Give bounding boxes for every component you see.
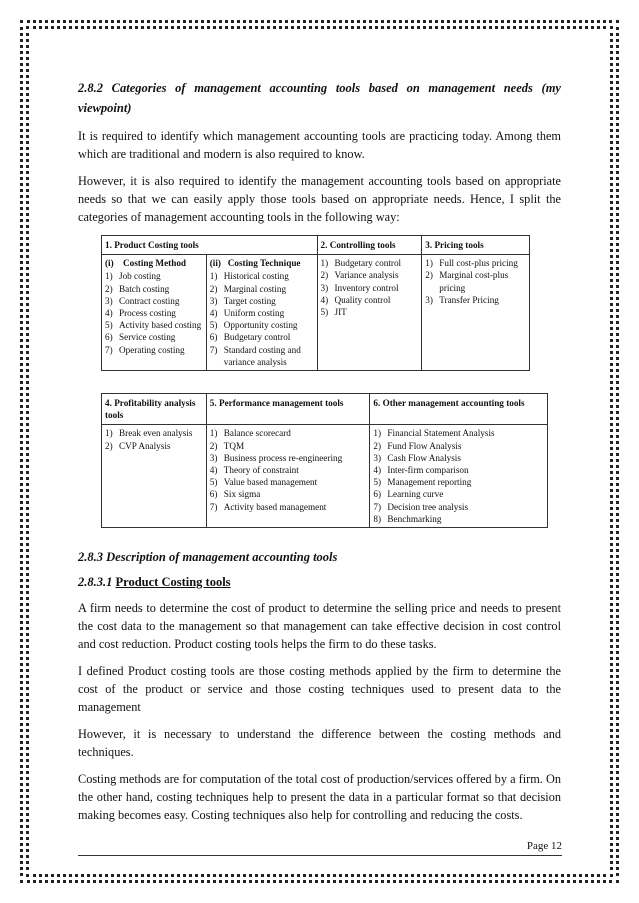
controlling-list xyxy=(321,257,419,318)
section-heading-word: on xyxy=(406,81,420,95)
list-item: 5) Value based management xyxy=(209,477,318,488)
footer-rule xyxy=(78,855,562,856)
other-tools-cell xyxy=(370,425,548,528)
performance-list xyxy=(210,427,367,512)
list-item: 2) Marginal costing xyxy=(209,283,287,294)
section-283-heading: 2.8.3 Description of management accounting tools xyxy=(78,550,338,565)
list-item: 1) Budgetary control xyxy=(320,258,402,269)
categories-table-2 xyxy=(101,393,548,528)
product-costing-paragraph-2: I defined Product costing tools are those costing methods applied by the firm to determine the cost of the product or service and those costing techniques used to present data to the management xyxy=(78,664,561,715)
section-2831-heading xyxy=(78,575,561,590)
controlling-cell xyxy=(317,255,422,371)
list-item: 3) Transfer Pricing xyxy=(425,294,499,305)
costing-method-list xyxy=(105,270,203,355)
list-item: 1) Job costing xyxy=(105,271,161,282)
section-heading-word: of xyxy=(175,81,186,95)
list-item: 1) Break even analysis xyxy=(105,428,193,439)
section-heading-word: accounting xyxy=(269,81,328,95)
section-2831-title: Product Costing tools xyxy=(115,575,231,590)
costing-technique-list xyxy=(210,270,314,368)
section-heading-number: 2.8.2 xyxy=(78,81,103,95)
list-item: 2) Marginal cost-plus pricing xyxy=(425,270,509,293)
header-product-costing: 1. Product Costing tools xyxy=(102,236,318,255)
list-item: 1) Full cost-plus pricing xyxy=(425,258,518,269)
list-item: 7) Operating costing xyxy=(105,344,185,355)
list-item: 3) Inventory control xyxy=(320,282,399,293)
list-item: 5) JIT xyxy=(320,307,347,318)
list-item: 6) Budgetary control xyxy=(209,332,291,343)
header-pricing: 3. Pricing tools xyxy=(422,236,530,255)
profitability-list xyxy=(105,427,203,451)
product-costing-paragraph-4: Costing methods are for computation of the total cost of production/services offered by a firm. On the other hand, costing techniques help to present the data in a particular format so that decision making becomes easy. Costing techniques also help for controlling and reducing the costs. xyxy=(78,772,561,823)
product-costing-paragraph-1: A firm needs to determine the cost of product to determine the selling price and needs to present the cost data to the management so that management can take effective decision in cost control and cost reduction. Product costing tools helps the firm to do these tasks. xyxy=(78,601,561,652)
list-item: 2) Variance analysis xyxy=(320,270,399,281)
costing-method-cell xyxy=(102,255,207,371)
list-item: 5) Activity based costing xyxy=(105,320,202,331)
costing-technique-num: (ii) xyxy=(209,258,221,269)
header-controlling: 2. Controlling tools xyxy=(317,236,422,255)
section-2831-number: 2.8.3.1 xyxy=(78,575,113,590)
list-item: 7) Decision tree analysis xyxy=(373,501,469,512)
list-item: 5) Management reporting xyxy=(373,477,472,488)
header-profitability: 4. Profitability analysis tools xyxy=(102,394,207,425)
list-item: 1) Financial Statement Analysis xyxy=(373,428,495,439)
list-item: 3) Cash Flow Analysis xyxy=(373,452,461,463)
product-costing-paragraph-3: However, it is necessary to understand the difference between the costing methods and techniques. xyxy=(78,727,561,760)
list-item: 6) Service costing xyxy=(105,332,176,343)
list-item: 6) Six sigma xyxy=(209,489,261,500)
section-heading-word: Categories xyxy=(111,81,167,95)
list-item: 3) Business process re-engineering xyxy=(209,452,343,463)
list-item: 3) Contract costing xyxy=(105,295,180,306)
list-item: 8) Benchmarking xyxy=(373,513,442,524)
list-item: 6) Learning curve xyxy=(373,489,444,500)
list-item: 1) Balance scorecard xyxy=(209,428,291,439)
section-heading-word: based xyxy=(368,81,398,95)
section-heading xyxy=(78,78,561,118)
list-item: 4) Process costing xyxy=(105,308,176,319)
section-heading-word: needs xyxy=(503,81,533,95)
categories-table-1 xyxy=(101,235,530,371)
costing-technique-title: Costing Technique xyxy=(227,258,301,269)
list-item: 7) Activity based management xyxy=(209,501,327,512)
list-item: 2) Fund Flow Analysis xyxy=(373,440,462,451)
pricing-cell xyxy=(422,255,530,371)
costing-method-num: (i) xyxy=(105,258,114,269)
list-item: 5) Opportunity costing xyxy=(209,320,298,331)
list-item: 7) Standard costing and variance analysis xyxy=(209,344,301,367)
page-number: Page 12 xyxy=(526,840,562,852)
list-item: 1) Historical costing xyxy=(209,271,289,282)
pricing-list xyxy=(425,257,526,306)
list-item: 4) Theory of constraint xyxy=(209,465,299,476)
performance-cell xyxy=(206,425,370,528)
intro-paragraph-2: However, it is also required to identify the management accounting tools based on appropriate needs so that we can easily apply those tools based on appropriate needs. Hence, I split the categories of management accounting tools in the following way: xyxy=(78,174,561,224)
header-other-tools: 6. Other management accounting tools xyxy=(370,394,548,425)
list-item: 2) TQM xyxy=(209,440,245,451)
section-heading-word: tools xyxy=(335,81,361,95)
header-performance: 5. Performance management tools xyxy=(206,394,370,425)
other-tools-list xyxy=(373,427,544,525)
section-heading-line2: viewpoint) xyxy=(78,101,132,115)
section-heading-line1 xyxy=(78,78,561,98)
costing-method-title: Costing Method xyxy=(123,258,187,269)
list-item: 3) Target costing xyxy=(209,295,276,306)
list-item: 2) CVP Analysis xyxy=(105,440,171,451)
section-heading-word: (my xyxy=(541,81,561,95)
page-content xyxy=(78,78,561,833)
section-heading-word: management xyxy=(194,81,261,95)
list-item: 2) Batch costing xyxy=(105,283,170,294)
list-item: 4) Quality control xyxy=(320,294,391,305)
intro-paragraph-1: It is required to identify which management accounting tools are practicing today. Among them which are traditional and modern is also required to know. xyxy=(78,129,561,161)
section-heading-word: management xyxy=(428,81,496,95)
list-item: 4) Uniform costing xyxy=(209,308,285,319)
costing-technique-cell xyxy=(206,255,317,371)
profitability-cell xyxy=(102,425,207,528)
list-item: 4) Inter-firm comparison xyxy=(373,465,469,476)
